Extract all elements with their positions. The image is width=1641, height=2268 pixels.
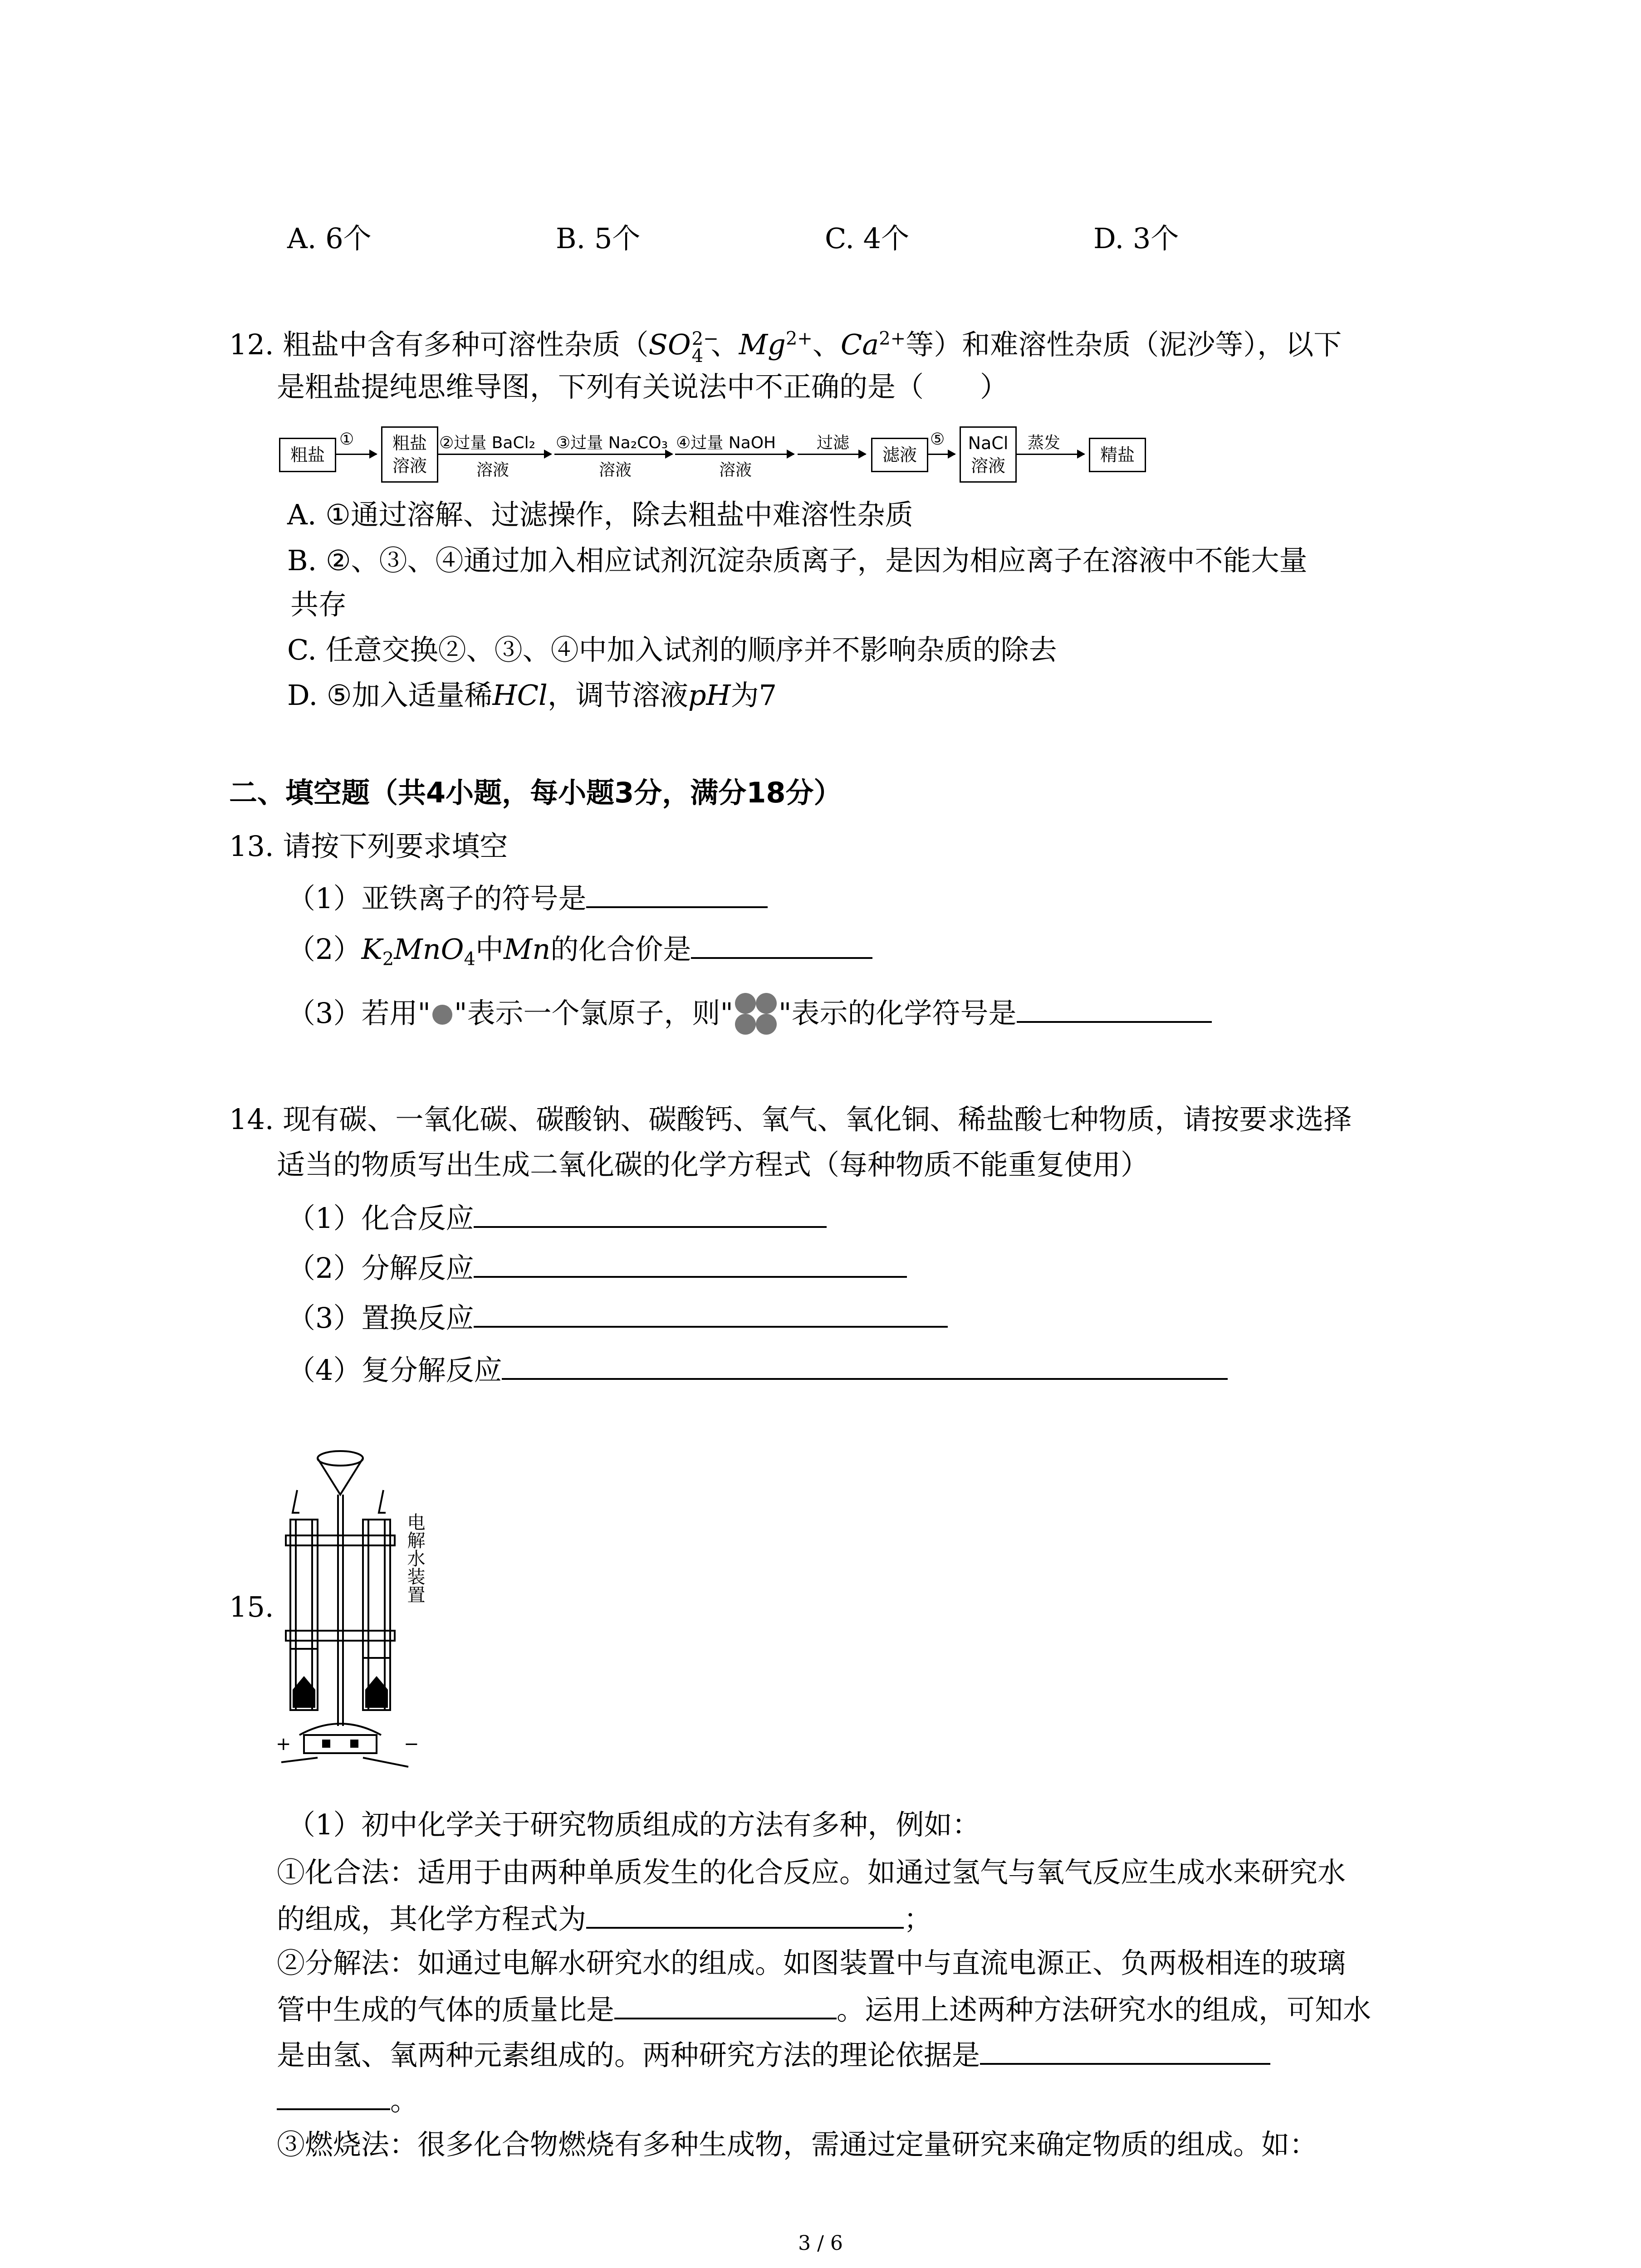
flow-arrow-3 xyxy=(554,454,672,455)
q15-method-1-line2: 的组成，其化学方程式为 ； xyxy=(277,1901,932,1936)
q15-equation-blank[interactable] xyxy=(586,1901,904,1929)
flow-step-5: ⑤ xyxy=(930,430,945,449)
q11-option-c: C. 4个 xyxy=(825,222,910,255)
flow-step-3-top: ③过量 Na₂CO₃ xyxy=(556,434,668,452)
q11-option-a: A. 6个 xyxy=(287,222,372,255)
flow-step-filter: 过滤 xyxy=(817,434,850,452)
flow-box-crude-solution: 粗盐 溶液 xyxy=(381,426,438,483)
q13-answer-3-blank[interactable] xyxy=(1017,995,1212,1023)
q12-option-d: D. ⑤加入适量稀HCl，调节溶液pH为7 xyxy=(287,679,777,712)
flow-arrow-1 xyxy=(336,454,377,455)
flow-step-4-bottom: 溶液 xyxy=(719,461,752,479)
flow-box-crude-salt: 粗盐 xyxy=(279,438,336,472)
q15-part-1: （1）初中化学关于研究物质组成的方法有多种，例如： xyxy=(287,1808,980,1841)
q14-number: 14. xyxy=(229,1103,274,1136)
q15-method-3-line1: ③燃烧法：很多化合物燃烧有多种生成物，需通过定量研究来确定物质的组成。如： xyxy=(277,2128,1318,2161)
q14-answer-1-blank[interactable] xyxy=(474,1200,827,1228)
q12-number: 12. xyxy=(229,328,274,361)
q14-part-2: （2）分解反应 xyxy=(287,1250,907,1286)
q15-theory-blank[interactable] xyxy=(980,2037,1270,2065)
q15-theory-blank-continued[interactable] xyxy=(277,2082,390,2110)
q14-part-1: （1）化合反应 xyxy=(287,1200,827,1236)
q12-option-c: C. 任意交换②、③、④中加入试剂的顺序并不影响杂质的除去 xyxy=(287,633,1057,666)
flow-box-filtrate: 滤液 xyxy=(871,438,928,472)
q13-answer-1-blank[interactable] xyxy=(586,880,768,908)
q12-stem-line1: 12. 粗盐中含有多种可溶性杂质（SO 2− 4 、$Mg^{2+}$、$Ca^{2+}$等）和难溶性杂质（泥沙等），以下 xyxy=(229,328,1342,367)
q14-answer-2-blank[interactable] xyxy=(474,1250,907,1278)
chlorine-atom-icon xyxy=(431,1003,454,1026)
q14-stem-line2: 适当的物质写出生成二氧化碳的化学方程式（每种物质不能重复使用） xyxy=(277,1148,1149,1181)
q15-number: 15. xyxy=(229,1590,274,1623)
flow-step-evaporate: 蒸发 xyxy=(1028,434,1061,452)
flow-step-2-top: ②过量 BaCl₂ xyxy=(439,434,536,452)
flow-step-2-bottom: 溶液 xyxy=(476,461,509,479)
q12-stem-line2: 是粗盐提纯思维导图，下列有关说法中不正确的是（ ） xyxy=(277,370,1009,403)
flow-arrow-2 xyxy=(438,454,551,455)
flow-box-refined-salt: 精盐 xyxy=(1089,438,1146,472)
electrolysis-apparatus-figure xyxy=(272,1445,436,1771)
q13-number: 13. xyxy=(229,830,274,863)
apparatus-plus-sign: + xyxy=(276,1734,291,1755)
q14-answer-3-blank[interactable] xyxy=(474,1300,948,1328)
q15-method-2-line3: 是由氢、氧两种元素组成的。两种研究方法的理论依据是 xyxy=(277,2037,1270,2072)
q14-part-4: （4）复分解反应 xyxy=(287,1352,1228,1388)
flow-step-4-top: ④过量 NaOH xyxy=(676,434,776,452)
section-2-title: 二、填空题（共4小题，每小题3分，满分18分） xyxy=(229,776,842,809)
q13-stem: 13. 请按下列要求填空 xyxy=(229,830,508,863)
q11-option-d: D. 3个 xyxy=(1093,222,1179,255)
q12-option-a: A. ①通过溶解、过滤操作，除去粗盐中难溶性杂质 xyxy=(287,498,913,531)
q13-part-2: $(2)K_2MnO_4$中Mn的化合价是 xyxy=(287,931,872,967)
q13-part-1: （1）亚铁离子的符号是 xyxy=(287,880,768,916)
flow-step-1: ① xyxy=(339,430,354,449)
q12-option-b-line1: B. ②、③、④通过加入相应试剂沉淀杂质离子，是因为相应离子在溶液中不能大量 xyxy=(287,544,1308,577)
apparatus-minus-sign: − xyxy=(404,1734,419,1755)
flow-arrow-7 xyxy=(1016,454,1084,455)
q11-option-b: B. 5个 xyxy=(556,222,641,255)
chlorine-molecule-icon xyxy=(733,991,779,1036)
flow-arrow-5 xyxy=(798,454,866,455)
q13-part-3: （3）若用" "表示一个氯原子，则" "表示的化学符号是 xyxy=(287,991,1212,1036)
q15-method-2-line2: 管中生成的气体的质量比是 。运用上述两种方法研究水的组成，可知水 xyxy=(277,1991,1371,2027)
q15-method-2-line4: 。 xyxy=(277,2082,418,2118)
flow-box-nacl-solution: NaCl 溶液 xyxy=(960,426,1017,483)
apparatus-label: 电解水装置 xyxy=(404,1513,425,1603)
q15-method-2-line1: ②分解法：如通过电解水研究水的组成。如图装置中与直流电源正、负两极相连的玻璃 xyxy=(277,1946,1346,1980)
page-number: 3 / 6 xyxy=(798,2232,843,2255)
q14-answer-4-blank[interactable] xyxy=(502,1352,1228,1380)
q15-method-1-line1: ①化合法：适用于由两种单质发生的化合反应。如通过氢气与氧气反应生成水来研究水 xyxy=(277,1856,1346,1889)
q14-part-3: （3）置换反应 xyxy=(287,1300,948,1335)
q15-mass-ratio-blank[interactable] xyxy=(614,1991,837,2019)
flow-step-3-bottom: 溶液 xyxy=(599,461,632,479)
flow-arrow-4 xyxy=(675,454,794,455)
q13-answer-2-blank[interactable] xyxy=(691,931,872,959)
flow-arrow-6 xyxy=(928,454,955,455)
q14-stem-line1: 14. 现有碳、一氧化碳、碳酸钠、碳酸钙、氧气、氧化铜、稀盐酸七种物质，请按要求选择 xyxy=(229,1103,1352,1136)
q12-option-b-line2: 共存 xyxy=(290,588,347,621)
